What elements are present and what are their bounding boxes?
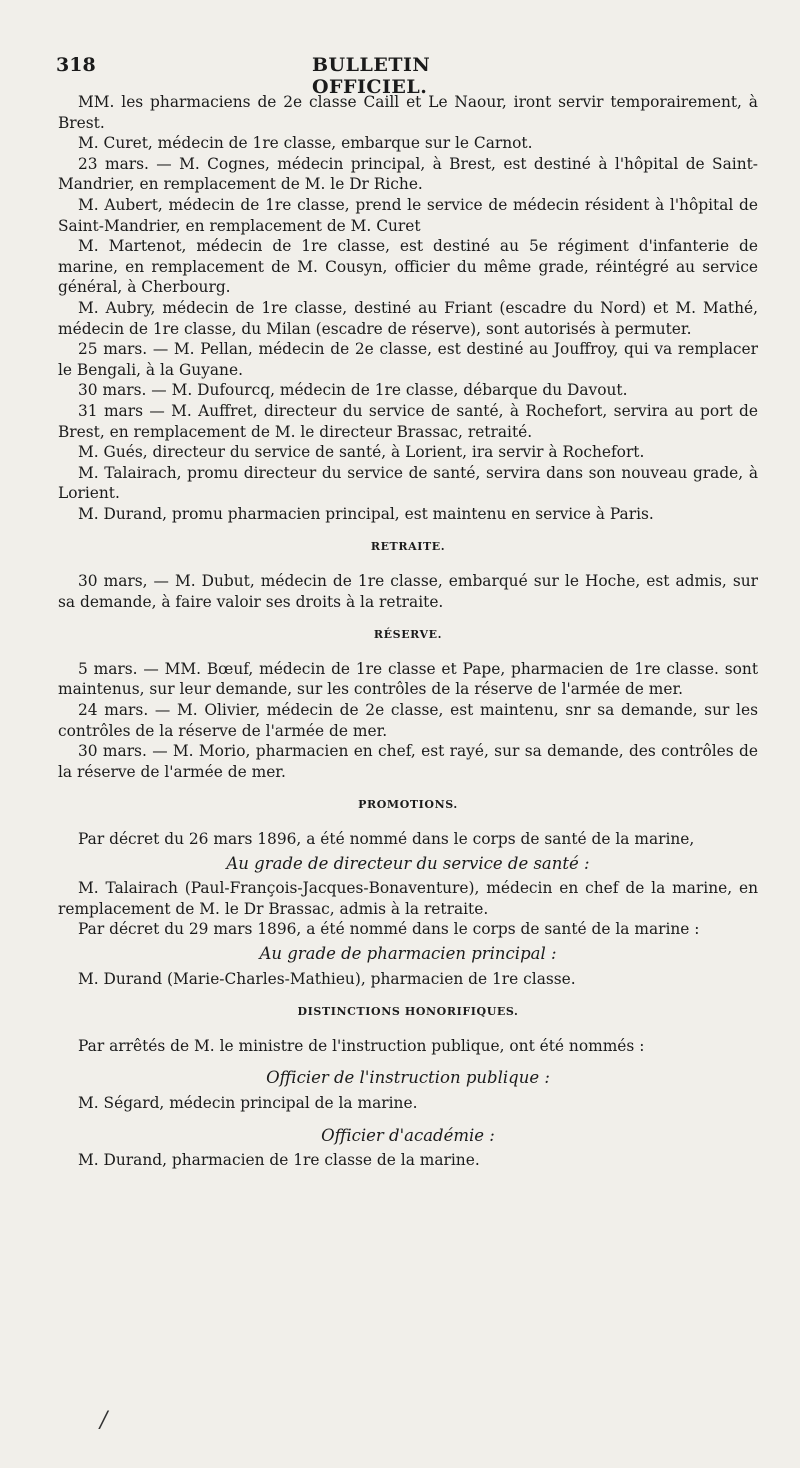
paragraph: M. Durand, pharmacien de 1re classe de la marine. <box>78 1151 480 1170</box>
paragraph: 25 mars. — M. Pellan, médecin de 2e classe, est destiné au Jouffroy, qui va remplacer le Bengali, à la Guyane. <box>58 340 758 379</box>
distinction-title: Officier d'académie : <box>321 1125 495 1145</box>
distinction-title: Officier de l'instruction publique : <box>266 1068 550 1088</box>
page-number: 318 <box>56 54 96 76</box>
paragraph: M. Talairach, promu directeur du service de santé, servira dans son nouveau grade, à Lorient. <box>58 463 758 503</box>
paragraph: Par décret du 29 mars 1896, a été nommé dans le corps de santé de la marine : <box>78 920 700 939</box>
paragraph: 5 mars. — MM. Bœuf, médecin de 1re classe et Pape, pharmacien de 1re classe. sont maintenus, sur leur demande, sur les contrôles de la réserve de l'armée de mer. <box>58 659 758 699</box>
paragraph: M. Martenot, médecin de 1re classe, est destiné au 5e régiment d'infanterie de marine, en remplacement de M. Cousyn, officier du même grade, réintégré au service général, à Cherbourg. <box>58 237 758 297</box>
grade-title: Au grade de directeur du service de santé : <box>226 853 590 873</box>
paragraph: M. Aubert, médecin de 1re classe, prend le service de médecin résident à l'hôpital de Saint-Mandrier, en remplacement de M. Curet <box>58 195 758 235</box>
page-body <box>58 92 758 1171</box>
section-heading-distinctions: DISTINCTIONS HONORIFIQUES. <box>297 1005 519 1019</box>
section-heading-reserve: RÉSERVE. <box>373 628 443 642</box>
paragraph: Par décret du 26 mars 1896, a été nommé dans le corps de santé de la marine, <box>78 830 695 848</box>
pencil-mark: / <box>100 1408 108 1433</box>
running-title: BULLETIN OFFICIEL. <box>312 54 431 98</box>
section-heading-promotions: PROMOTIONS. <box>358 798 458 812</box>
paragraph: 30 mars. — M. Dufourcq, médecin de 1re classe, débarque du Davout. <box>78 381 628 400</box>
paragraph: M. Durand (Marie-Charles-Mathieu), pharmacien de 1re classe. <box>78 969 576 988</box>
paragraph: M. Gués, directeur du service de santé, à Lorient, ira servir à Rochefort. <box>78 443 645 462</box>
page-header <box>56 54 504 98</box>
paragraph: MM. les pharmaciens de 2e classe Caill et Le Naour, iront servir temporairement, à Brest. <box>58 93 758 132</box>
paragraph: M. Durand, promu pharmacien principal, est maintenu en service à Paris. <box>78 504 654 523</box>
paragraph: M. Aubry, médecin de 1re classe, destiné au Friant (escadre du Nord) et M. Mathé, médecin de 1re classe, du Milan (escadre de réserve), sont autorisés à permuter. <box>58 298 758 338</box>
grade-title: Au grade de pharmacien principal : <box>259 943 557 963</box>
paragraph: M. Talairach (Paul-François-Jacques-Bonaventure), médecin en chef de la marine, en remplacement de M. le Dr Brassac, admis à la retraite. <box>58 879 758 918</box>
section-heading-retraite: RETRAITE. <box>370 540 446 554</box>
paragraph: 24 mars. — M. Olivier, médecin de 2e classe, est maintenu, snr sa demande, sur les contrôles de la réserve de l'armée de mer. <box>58 701 758 740</box>
paragraph: 30 mars. — M. Morio, pharmacien en chef, est rayé, sur sa demande, des contrôles de la réserve de l'armée de mer. <box>58 742 758 781</box>
paragraph: 23 mars. — M. Cognes, médecin principal, à Brest, est destiné à l'hôpital de Saint-Mandrier, en remplacement de M. le Dr Riche. <box>58 154 758 194</box>
paragraph: M. Curet, médecin de 1re classe, embarque sur le Carnot. <box>78 134 533 153</box>
paragraph: M. Ségard, médecin principal de la marine. <box>78 1093 418 1112</box>
paragraph: Par arrêtés de M. le ministre de l'instruction publique, ont été nommés : <box>78 1036 645 1055</box>
paragraph: 31 mars — M. Auffret, directeur du service de santé, à Rochefort, servira au port de Brest, en remplacement de M. le directeur Brassac, retraité. <box>58 401 758 441</box>
paragraph: 30 mars, — M. Dubut, médecin de 1re classe, embarqué sur le Hoche, est admis, sur sa demande, à faire valoir ses droits à la retraite. <box>58 572 758 611</box>
